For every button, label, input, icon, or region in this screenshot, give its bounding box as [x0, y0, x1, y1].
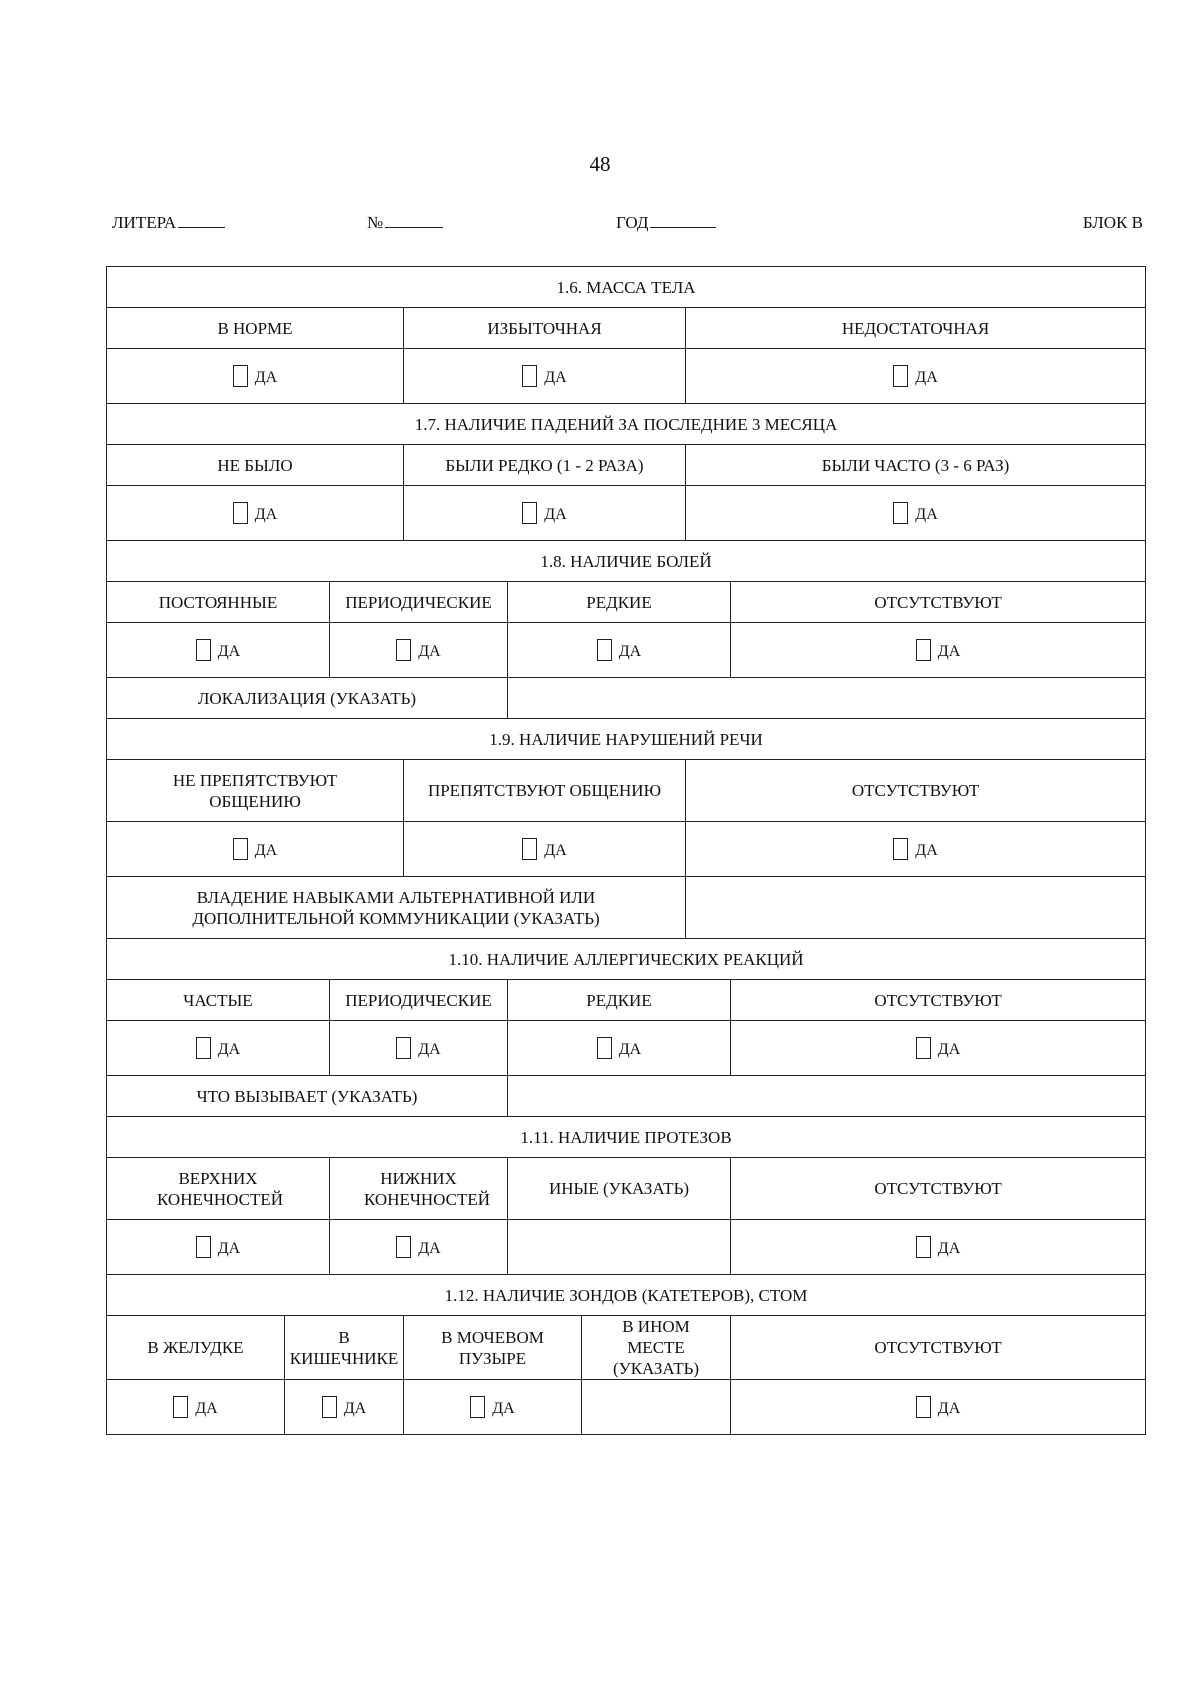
yes-checkbox[interactable] [196, 639, 211, 661]
column-label: НЕ БЫЛО [107, 445, 404, 486]
yes-label: ДА [254, 368, 278, 386]
section-1-12-title: 1.12. НАЛИЧИЕ ЗОНДОВ (КАТЕТЕРОВ), СТОМ [107, 1275, 1146, 1316]
yes-checkbox[interactable] [470, 1396, 485, 1418]
section-1-9-labels [107, 760, 1146, 822]
section-1-11-row [107, 1117, 1146, 1158]
litera-field[interactable] [112, 213, 225, 233]
yes-label: ДА [915, 841, 938, 859]
yes-label: ДА [915, 505, 938, 523]
assessment-form-table [106, 266, 1146, 1435]
column-label: БЫЛИ РЕДКО (1 - 2 РАЗА) [404, 445, 686, 486]
yes-label: ДА [544, 841, 567, 859]
answer-cell [731, 623, 1146, 678]
section-1-8-row [107, 541, 1146, 582]
yes-checkbox[interactable] [396, 1037, 411, 1059]
section-1-6-answers [107, 349, 1146, 404]
yes-label: ДА [254, 505, 278, 523]
column-label: ПРЕПЯТСТВУЮТ ОБЩЕНИЮ [404, 760, 686, 822]
answer-cell [107, 349, 404, 404]
section-1-8-localization-row [107, 678, 1146, 719]
column-label: ОТСУТСТВУЮТ [686, 760, 1146, 822]
section-1-9-title: 1.9. НАЛИЧИЕ НАРУШЕНИЙ РЕЧИ [107, 719, 1146, 760]
localization-input[interactable] [508, 678, 1146, 719]
column-label: ИНЫЕ (УКАЗАТЬ) [508, 1158, 731, 1220]
yes-checkbox[interactable] [173, 1396, 188, 1418]
column-label: НЕ ПРЕПЯТСТВУЮТ ОБЩЕНИЮ [107, 760, 404, 822]
yes-checkbox[interactable] [893, 838, 908, 860]
column-label: ПЕРИОДИЧЕСКИЕ [330, 582, 508, 623]
year-field[interactable] [616, 213, 716, 233]
section-1-10-cause-row [107, 1076, 1146, 1117]
column-label: В МОЧЕВОМ ПУЗЫРЕ [404, 1316, 582, 1380]
column-label: ОТСУТСТВУЮТ [731, 582, 1146, 623]
yes-label: ДА [937, 1239, 961, 1257]
yes-label: ДА [618, 642, 642, 660]
column-label: ИЗБЫТОЧНАЯ [404, 308, 686, 349]
section-1-6-title: 1.6. МАССА ТЕЛА [107, 267, 1146, 308]
section-1-10-row [107, 939, 1146, 980]
allergy-cause-input[interactable] [508, 1076, 1146, 1117]
communication-skills-input[interactable] [686, 877, 1146, 939]
yes-checkbox[interactable] [522, 365, 537, 387]
section-1-10-answers [107, 1021, 1146, 1076]
column-label: В ЖЕЛУДКЕ [107, 1316, 285, 1380]
other-location-input[interactable] [582, 1380, 731, 1435]
column-label: НИЖНИХ КОНЕЧНОСТЕЙ [330, 1158, 508, 1220]
section-1-8-title: 1.8. НАЛИЧИЕ БОЛЕЙ [107, 541, 1146, 582]
section-1-9-row [107, 719, 1146, 760]
yes-label: ДА [544, 505, 567, 523]
column-label: В КИШЕЧНИКЕ [285, 1316, 404, 1380]
section-1-9-answers [107, 822, 1146, 877]
answer-cell [731, 1021, 1146, 1076]
yes-checkbox[interactable] [233, 838, 248, 860]
yes-checkbox[interactable] [597, 639, 612, 661]
answer-cell [107, 1380, 285, 1435]
localization-label: ЛОКАЛИЗАЦИЯ (УКАЗАТЬ) [107, 678, 508, 719]
section-1-11-labels [107, 1158, 1146, 1220]
column-label: ЧАСТЫЕ [107, 980, 330, 1021]
section-1-7-row [107, 404, 1146, 445]
column-label: ПОСТОЯННЫЕ [107, 582, 330, 623]
section-1-11-title: 1.11. НАЛИЧИЕ ПРОТЕЗОВ [107, 1117, 1146, 1158]
yes-checkbox[interactable] [233, 365, 248, 387]
section-1-12-row [107, 1275, 1146, 1316]
yes-label: ДА [217, 1239, 241, 1257]
yes-label: ДА [937, 1399, 961, 1417]
number-label: № [367, 213, 384, 232]
yes-checkbox[interactable] [396, 639, 411, 661]
yes-checkbox[interactable] [196, 1037, 211, 1059]
answer-cell [731, 1220, 1146, 1275]
column-label: ВЕРХНИХ КОНЕЧНОСТЕЙ [107, 1158, 330, 1220]
yes-label: ДА [937, 1040, 961, 1058]
section-1-7-labels [107, 445, 1146, 486]
column-label: БЫЛИ ЧАСТО (3 - 6 РАЗ) [686, 445, 1146, 486]
yes-checkbox[interactable] [522, 502, 537, 524]
section-1-6-labels [107, 308, 1146, 349]
section-1-10-title: 1.10. НАЛИЧИЕ АЛЛЕРГИЧЕСКИХ РЕАКЦИЙ [107, 939, 1146, 980]
answer-cell [686, 822, 1146, 877]
column-label: В ИНОМ МЕСТЕ (УКАЗАТЬ) [582, 1316, 731, 1380]
yes-label: ДА [254, 841, 278, 859]
answer-cell [285, 1380, 404, 1435]
page-number: 48 [589, 152, 611, 176]
section-1-7-answers [107, 486, 1146, 541]
column-label: РЕДКИЕ [508, 980, 731, 1021]
answer-cell [404, 486, 686, 541]
section-1-8-labels [107, 582, 1146, 623]
answer-cell [686, 486, 1146, 541]
allergy-cause-label: ЧТО ВЫЗЫВАЕТ (УКАЗАТЬ) [107, 1076, 508, 1117]
answer-cell [330, 1220, 508, 1275]
yes-label: ДА [195, 1399, 218, 1417]
number-field[interactable] [367, 213, 443, 233]
yes-checkbox[interactable] [893, 365, 908, 387]
yes-checkbox[interactable] [396, 1236, 411, 1258]
column-label: В НОРМЕ [107, 308, 404, 349]
answer-cell [508, 1021, 731, 1076]
yes-checkbox[interactable] [916, 639, 931, 661]
yes-checkbox[interactable] [233, 502, 248, 524]
yes-checkbox[interactable] [597, 1037, 612, 1059]
yes-checkbox[interactable] [322, 1396, 337, 1418]
section-1-10-labels [107, 980, 1146, 1021]
yes-label: ДА [544, 368, 567, 386]
yes-label: ДА [217, 1040, 241, 1058]
yes-label: ДА [915, 368, 938, 386]
block-label: БЛОК В [1082, 213, 1143, 232]
column-label: ПЕРИОДИЧЕСКИЕ [330, 980, 508, 1021]
answer-cell [107, 1021, 330, 1076]
column-label: ОТСУТСТВУЮТ [731, 980, 1146, 1021]
section-1-12-labels [107, 1316, 1146, 1380]
answer-cell [330, 623, 508, 678]
column-label: ОТСУТСТВУЮТ [731, 1316, 1146, 1380]
year-label: ГОД [616, 213, 649, 232]
answer-cell [686, 349, 1146, 404]
answer-cell [107, 486, 404, 541]
yes-label: ДА [418, 642, 441, 660]
column-label: РЕДКИЕ [508, 582, 731, 623]
yes-label: ДА [418, 1040, 441, 1058]
section-1-9-communication-row [107, 877, 1146, 939]
answer-cell [404, 822, 686, 877]
answer-cell [107, 623, 330, 678]
yes-checkbox[interactable] [196, 1236, 211, 1258]
yes-label: ДА [217, 642, 241, 660]
yes-label: ДА [937, 642, 961, 660]
yes-label: ДА [343, 1399, 367, 1417]
yes-label: ДА [418, 1239, 441, 1257]
yes-checkbox[interactable] [522, 838, 537, 860]
answer-cell [107, 1220, 330, 1275]
communication-skills-label: ВЛАДЕНИЕ НАВЫКАМИ АЛЬТЕРНАТИВНОЙ ИЛИ ДОПОЛНИТЕЛЬНОЙ КОММУНИКАЦИИ (УКАЗАТЬ) [107, 877, 686, 939]
section-1-6-row [107, 267, 1146, 308]
yes-checkbox[interactable] [916, 1396, 931, 1418]
answer-cell [330, 1021, 508, 1076]
litera-label: ЛИТЕРА [112, 213, 177, 232]
section-1-8-answers [107, 623, 1146, 678]
column-label: НЕДОСТАТОЧНАЯ [686, 308, 1146, 349]
yes-checkbox[interactable] [916, 1037, 931, 1059]
yes-checkbox[interactable] [893, 502, 908, 524]
yes-label: ДА [618, 1040, 642, 1058]
section-1-7-title: 1.7. НАЛИЧИЕ ПАДЕНИЙ ЗА ПОСЛЕДНИЕ 3 МЕСЯЦА [107, 404, 1146, 445]
other-prosthesis-input[interactable] [508, 1220, 731, 1275]
section-1-12-answers [107, 1380, 1146, 1435]
yes-checkbox[interactable] [916, 1236, 931, 1258]
answer-cell [508, 623, 731, 678]
answer-cell [404, 349, 686, 404]
answer-cell [731, 1380, 1146, 1435]
column-label: ОТСУТСТВУЮТ [731, 1158, 1146, 1220]
answer-cell [107, 822, 404, 877]
section-1-11-answers [107, 1220, 1146, 1275]
answer-cell [404, 1380, 582, 1435]
yes-label: ДА [492, 1399, 515, 1417]
